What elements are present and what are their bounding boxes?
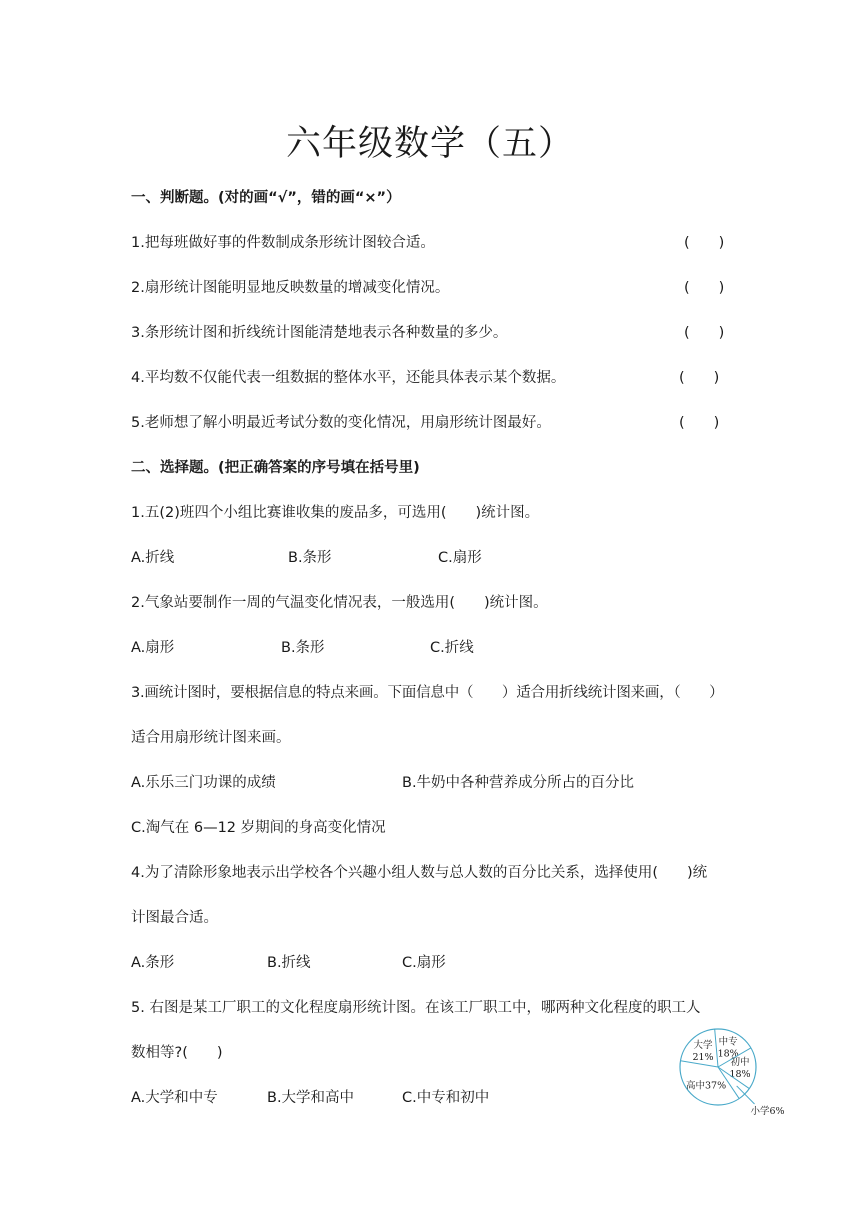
- q2-option-c: C.折线: [430, 640, 474, 656]
- q5-option-a: A.大学和中专: [131, 1090, 218, 1106]
- page-title: 六年级数学（五）: [285, 124, 574, 164]
- education-pie-chart: [670, 1025, 810, 1130]
- pie-label-0: 中专 18%: [717, 1036, 739, 1060]
- answer-paren-4[interactable]: ( ): [679, 370, 720, 386]
- q4-option-c: C.扇形: [402, 955, 446, 971]
- choice-question-5-line2: 数相等?( ): [131, 1045, 223, 1061]
- answer-paren-5[interactable]: ( ): [679, 415, 720, 431]
- choice-question-2: 2.气象站要制作一周的气温变化情况表，一般选用( )统计图。: [131, 595, 548, 611]
- q1-option-b: B.条形: [288, 550, 332, 566]
- answer-paren-2[interactable]: ( ): [684, 280, 725, 296]
- q5-option-b: B.大学和高中: [267, 1090, 355, 1106]
- q2-option-a: A.扇形: [131, 640, 175, 656]
- section1-heading: 一、判断题。(对的画“√”，错的画“×”）: [131, 190, 401, 206]
- q4-option-b: B.折线: [267, 955, 311, 971]
- pie-label-4: 大学 21%: [692, 1039, 714, 1063]
- pie-leader-2: [737, 1086, 755, 1104]
- q1-option-c: C.扇形: [438, 550, 482, 566]
- pie-label-2: 小学6%: [750, 1106, 785, 1118]
- answer-paren-1[interactable]: ( ): [684, 235, 725, 251]
- q3-option-b: B.牛奶中各种营养成分所占的百分比: [402, 775, 635, 791]
- answer-paren-3[interactable]: ( ): [684, 325, 725, 341]
- choice-question-4-line2: 计图最合适。: [131, 910, 218, 926]
- judge-question-2: 2.扇形统计图能明显地反映数量的增减变化情况。: [131, 280, 450, 296]
- q2-option-b: B.条形: [281, 640, 325, 656]
- judge-question-3: 3.条形统计图和折线统计图能清楚地表示各种数量的多少。: [131, 325, 508, 341]
- q3-option-c: C.淘气在 6—12 岁期间的身高变化情况: [131, 820, 386, 836]
- choice-question-1: 1.五(2)班四个小组比赛谁收集的废品多，可选用( )统计图。: [131, 505, 540, 521]
- judge-question-4: 4.平均数不仅能代表一组数据的整体水平，还能具体表示某个数据。: [131, 370, 566, 386]
- pie-label-3: 高中37%: [685, 1080, 727, 1092]
- q3-option-a: A.乐乐三门功课的成绩: [131, 775, 276, 791]
- q1-option-a: A.折线: [131, 550, 175, 566]
- pie-label-1: 初中 18%: [729, 1056, 751, 1080]
- choice-question-3-line2: 适合用扇形统计图来画。: [131, 730, 291, 746]
- judge-question-5: 5.老师想了解小明最近考试分数的变化情况，用扇形统计图最好。: [131, 415, 551, 431]
- q4-option-a: A.条形: [131, 955, 175, 971]
- choice-question-3-line1: 3.画统计图时，要根据信息的特点来画。下面信息中（ ）适合用折线统计图来画，（ ）: [131, 685, 724, 701]
- q5-option-c: C.中专和初中: [402, 1090, 490, 1106]
- section2-heading: 二、选择题。(把正确答案的序号填在括号里): [131, 460, 420, 476]
- choice-question-5-line1: 5. 右图是某工厂职工的文化程度扇形统计图。在该工厂职工中，哪两种文化程度的职工人: [131, 1000, 701, 1016]
- choice-question-4-line1: 4.为了清除形象地表示出学校各个兴趣小组人数与总人数的百分比关系，选择使用( )统: [131, 865, 708, 881]
- judge-question-1: 1.把每班做好事的件数制成条形统计图较合适。: [131, 235, 435, 251]
